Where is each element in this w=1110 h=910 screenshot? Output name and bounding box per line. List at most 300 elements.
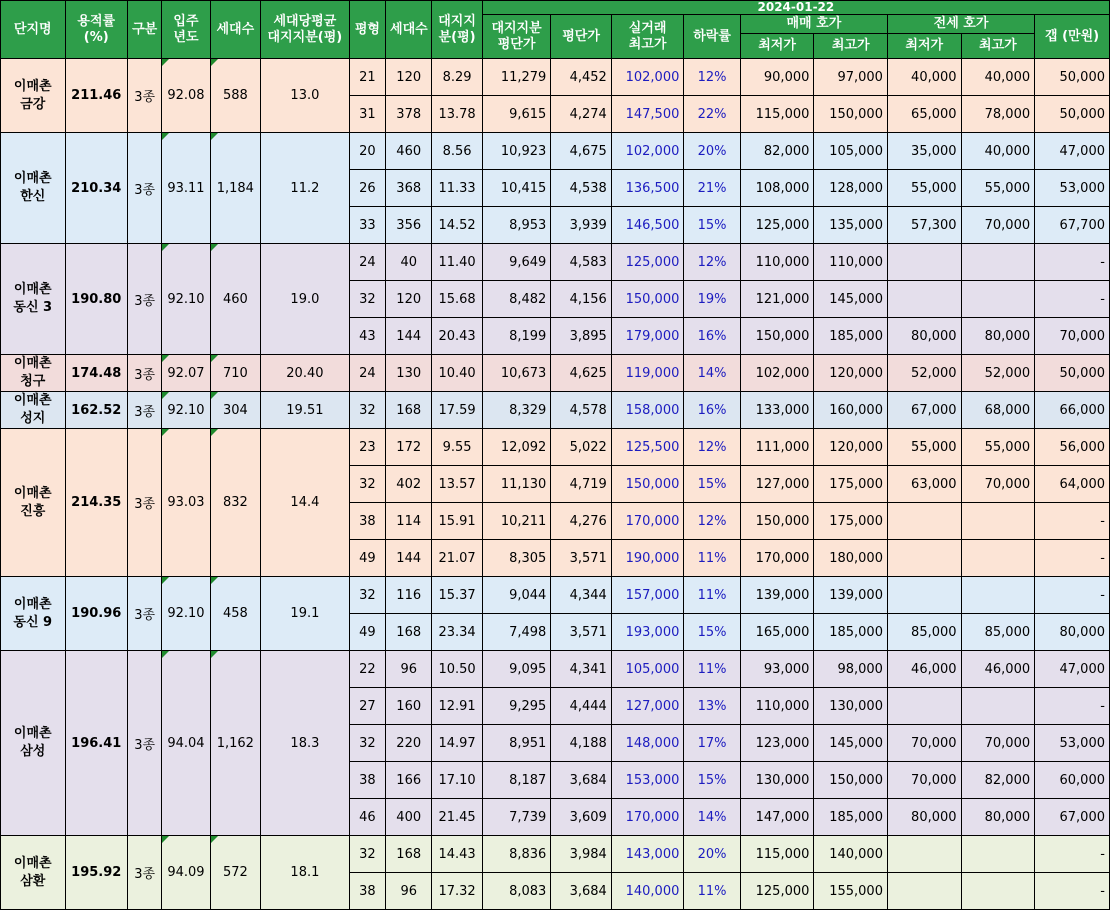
households: 460 (210, 244, 260, 355)
pyeong-price: 4,578 (551, 392, 611, 429)
sale-max-price: 160,000 (814, 392, 888, 429)
zone: 3종 (128, 392, 162, 429)
pyeong-price: 4,341 (551, 651, 611, 688)
max-deal-price: 140,000 (611, 873, 684, 910)
land-share-price: 12,092 (482, 429, 551, 466)
drop-rate: 12% (684, 503, 740, 540)
drop-rate: 14% (684, 355, 740, 392)
floor-area-ratio: 190.80 (65, 244, 128, 355)
complex-name: 이매촌 진흥 (1, 429, 66, 577)
zone: 3종 (128, 577, 162, 651)
drop-rate: 16% (684, 318, 740, 355)
jeonse-min-price: 70,000 (887, 725, 961, 762)
gap-amount: - (1035, 281, 1110, 318)
unit-type: 43 (349, 318, 385, 355)
pyeong-price: 4,188 (551, 725, 611, 762)
header-jeonse-asking: 전세 호가 (887, 15, 1034, 34)
pyeong-price: 3,939 (551, 207, 611, 244)
floor-area-ratio: 162.52 (65, 392, 128, 429)
header-max-deal-price: 실거래 최고가 (611, 15, 684, 59)
type-households: 378 (386, 96, 432, 133)
unit-type: 38 (349, 503, 385, 540)
floor-area-ratio: 214.35 (65, 429, 128, 577)
table-row (1, 836, 1110, 873)
unit-type: 20 (349, 133, 385, 170)
sale-max-price: 120,000 (814, 429, 888, 466)
land-share: 17.59 (432, 392, 482, 429)
complex-name: 이매촌 한신 (1, 133, 66, 244)
header-move-in-year: 입주 년도 (162, 1, 210, 59)
jeonse-max-price: 52,000 (961, 355, 1035, 392)
header-avg-land-share: 세대당평균 대지지분(평) (261, 1, 350, 59)
max-deal-price: 146,500 (611, 207, 684, 244)
land-share-price: 8,482 (482, 281, 551, 318)
drop-rate: 14% (684, 799, 740, 836)
sale-min-price: 139,000 (740, 577, 814, 614)
jeonse-min-price: 80,000 (887, 318, 961, 355)
jeonse-min-price (887, 836, 961, 873)
unit-type: 32 (349, 466, 385, 503)
gap-amount: 53,000 (1035, 170, 1110, 207)
households: 1,184 (210, 133, 260, 244)
land-share: 11.33 (432, 170, 482, 207)
sale-min-price: 165,000 (740, 614, 814, 651)
land-share: 23.34 (432, 614, 482, 651)
avg-land-share: 18.3 (261, 651, 350, 836)
land-share: 15.68 (432, 281, 482, 318)
avg-land-share: 19.1 (261, 577, 350, 651)
land-share: 14.43 (432, 836, 482, 873)
gap-amount: - (1035, 540, 1110, 577)
gap-amount: 53,000 (1035, 725, 1110, 762)
land-share-price: 10,415 (482, 170, 551, 207)
gap-amount: - (1035, 688, 1110, 725)
drop-rate: 12% (684, 59, 740, 96)
land-share: 11.40 (432, 244, 482, 281)
unit-type: 49 (349, 540, 385, 577)
gap-amount: 67,700 (1035, 207, 1110, 244)
drop-rate: 11% (684, 873, 740, 910)
jeonse-max-price: 80,000 (961, 799, 1035, 836)
header-sale-max: 최고가 (814, 34, 888, 59)
max-deal-price: 190,000 (611, 540, 684, 577)
jeonse-min-price: 46,000 (887, 651, 961, 688)
drop-rate: 15% (684, 466, 740, 503)
pyeong-price: 3,571 (551, 614, 611, 651)
max-deal-price: 102,000 (611, 59, 684, 96)
unit-type: 38 (349, 762, 385, 799)
jeonse-min-price (887, 873, 961, 910)
header-jeonse-max: 최고가 (961, 34, 1035, 59)
zone: 3종 (128, 429, 162, 577)
jeonse-min-price: 70,000 (887, 762, 961, 799)
move-in-year: 93.11 (162, 133, 210, 244)
max-deal-price: 136,500 (611, 170, 684, 207)
move-in-year: 92.10 (162, 244, 210, 355)
jeonse-min-price (887, 244, 961, 281)
header-zone: 구분 (128, 1, 162, 59)
header-type-households: 세대수 (386, 1, 432, 59)
sale-min-price: 150,000 (740, 503, 814, 540)
drop-rate: 12% (684, 244, 740, 281)
table-row (1, 429, 1110, 466)
jeonse-max-price (961, 836, 1035, 873)
drop-rate: 20% (684, 836, 740, 873)
avg-land-share: 20.40 (261, 355, 350, 392)
type-households: 368 (386, 170, 432, 207)
pyeong-price: 4,274 (551, 96, 611, 133)
land-share: 13.57 (432, 466, 482, 503)
type-households: 400 (386, 799, 432, 836)
max-deal-price: 170,000 (611, 503, 684, 540)
unit-type: 32 (349, 836, 385, 873)
move-in-year: 92.10 (162, 392, 210, 429)
type-households: 160 (386, 688, 432, 725)
unit-type: 22 (349, 651, 385, 688)
unit-type: 32 (349, 725, 385, 762)
jeonse-max-price: 80,000 (961, 318, 1035, 355)
land-share-price: 9,649 (482, 244, 551, 281)
jeonse-min-price: 35,000 (887, 133, 961, 170)
jeonse-max-price (961, 540, 1035, 577)
gap-amount: 50,000 (1035, 96, 1110, 133)
table-row (1, 651, 1110, 688)
sale-min-price: 93,000 (740, 651, 814, 688)
max-deal-price: 179,000 (611, 318, 684, 355)
complex-name: 이매촌 동신 9 (1, 577, 66, 651)
table-row (1, 355, 1110, 392)
sale-max-price: 105,000 (814, 133, 888, 170)
jeonse-min-price (887, 577, 961, 614)
jeonse-min-price: 63,000 (887, 466, 961, 503)
floor-area-ratio: 210.34 (65, 133, 128, 244)
sale-max-price: 155,000 (814, 873, 888, 910)
drop-rate: 12% (684, 429, 740, 466)
households: 710 (210, 355, 260, 392)
gap-amount: - (1035, 244, 1110, 281)
sale-max-price: 185,000 (814, 799, 888, 836)
max-deal-price: 102,000 (611, 133, 684, 170)
land-share: 8.29 (432, 59, 482, 96)
sale-max-price: 185,000 (814, 614, 888, 651)
pyeong-price: 3,684 (551, 762, 611, 799)
header-floor-area-ratio: 용적률 (%) (65, 1, 128, 59)
jeonse-max-price (961, 281, 1035, 318)
land-share-price: 10,673 (482, 355, 551, 392)
households: 1,162 (210, 651, 260, 836)
jeonse-max-price: 85,000 (961, 614, 1035, 651)
floor-area-ratio: 196.41 (65, 651, 128, 836)
land-share-price: 9,615 (482, 96, 551, 133)
type-households: 144 (386, 318, 432, 355)
max-deal-price: 193,000 (611, 614, 684, 651)
zone: 3종 (128, 355, 162, 392)
land-share: 14.97 (432, 725, 482, 762)
unit-type: 24 (349, 244, 385, 281)
complex-name: 이매촌 동신 3 (1, 244, 66, 355)
header-gap: 갭 (만원) (1035, 15, 1110, 59)
sale-min-price: 102,000 (740, 355, 814, 392)
sale-max-price: 135,000 (814, 207, 888, 244)
zone: 3종 (128, 133, 162, 244)
gap-amount: - (1035, 873, 1110, 910)
pyeong-price: 3,571 (551, 540, 611, 577)
type-households: 144 (386, 540, 432, 577)
land-share-price: 8,305 (482, 540, 551, 577)
drop-rate: 13% (684, 688, 740, 725)
complex-name: 이매촌 성지 (1, 392, 66, 429)
jeonse-min-price: 65,000 (887, 96, 961, 133)
sale-max-price: 139,000 (814, 577, 888, 614)
land-share-price: 10,211 (482, 503, 551, 540)
sale-max-price: 110,000 (814, 244, 888, 281)
unit-type: 46 (349, 799, 385, 836)
gap-amount: 80,000 (1035, 614, 1110, 651)
land-share: 20.43 (432, 318, 482, 355)
sale-max-price: 128,000 (814, 170, 888, 207)
sale-max-price: 130,000 (814, 688, 888, 725)
floor-area-ratio: 190.96 (65, 577, 128, 651)
floor-area-ratio: 174.48 (65, 355, 128, 392)
zone: 3종 (128, 244, 162, 355)
zone: 3종 (128, 651, 162, 836)
floor-area-ratio: 211.46 (65, 59, 128, 133)
zone: 3종 (128, 836, 162, 910)
header-land-share-price: 대지지분 평단가 (482, 15, 551, 59)
move-in-year: 92.10 (162, 577, 210, 651)
complex-name: 이매촌 금강 (1, 59, 66, 133)
gap-amount: 67,000 (1035, 799, 1110, 836)
land-share-price: 7,498 (482, 614, 551, 651)
land-share-price: 8,951 (482, 725, 551, 762)
jeonse-min-price (887, 281, 961, 318)
sale-max-price: 150,000 (814, 762, 888, 799)
pyeong-price: 4,675 (551, 133, 611, 170)
sale-min-price: 127,000 (740, 466, 814, 503)
type-households: 120 (386, 59, 432, 96)
type-households: 120 (386, 281, 432, 318)
households: 458 (210, 577, 260, 651)
header-sale-asking: 매매 호가 (740, 15, 887, 34)
sale-min-price: 125,000 (740, 873, 814, 910)
complex-name: 이매촌 삼성 (1, 651, 66, 836)
pyeong-price: 4,625 (551, 355, 611, 392)
zone: 3종 (128, 59, 162, 133)
pyeong-price: 4,719 (551, 466, 611, 503)
gap-amount: - (1035, 836, 1110, 873)
drop-rate: 15% (684, 207, 740, 244)
jeonse-max-price: 55,000 (961, 429, 1035, 466)
type-households: 114 (386, 503, 432, 540)
type-households: 172 (386, 429, 432, 466)
sale-max-price: 120,000 (814, 355, 888, 392)
land-share-price: 8,199 (482, 318, 551, 355)
header-date: 2024-01-22 (482, 1, 1109, 15)
sale-max-price: 175,000 (814, 503, 888, 540)
max-deal-price: 150,000 (611, 466, 684, 503)
sale-min-price: 82,000 (740, 133, 814, 170)
jeonse-max-price: 70,000 (961, 725, 1035, 762)
jeonse-min-price: 40,000 (887, 59, 961, 96)
land-share-price: 9,295 (482, 688, 551, 725)
drop-rate: 15% (684, 762, 740, 799)
jeonse-max-price (961, 503, 1035, 540)
land-share: 8.56 (432, 133, 482, 170)
avg-land-share: 13.0 (261, 59, 350, 133)
type-households: 116 (386, 577, 432, 614)
sale-max-price: 98,000 (814, 651, 888, 688)
sale-min-price: 115,000 (740, 96, 814, 133)
jeonse-min-price: 55,000 (887, 170, 961, 207)
jeonse-min-price: 67,000 (887, 392, 961, 429)
pyeong-price: 4,444 (551, 688, 611, 725)
land-share: 13.78 (432, 96, 482, 133)
type-households: 220 (386, 725, 432, 762)
land-share-price: 8,953 (482, 207, 551, 244)
unit-type: 24 (349, 355, 385, 392)
move-in-year: 92.07 (162, 355, 210, 392)
land-share: 14.52 (432, 207, 482, 244)
land-share-price: 11,279 (482, 59, 551, 96)
max-deal-price: 125,500 (611, 429, 684, 466)
sale-min-price: 125,000 (740, 207, 814, 244)
drop-rate: 16% (684, 392, 740, 429)
pyeong-price: 4,538 (551, 170, 611, 207)
land-share: 15.91 (432, 503, 482, 540)
jeonse-max-price (961, 244, 1035, 281)
households: 588 (210, 59, 260, 133)
jeonse-max-price: 46,000 (961, 651, 1035, 688)
gap-amount: - (1035, 503, 1110, 540)
land-share-price: 8,187 (482, 762, 551, 799)
unit-type: 32 (349, 577, 385, 614)
header-jeonse-min: 최저가 (887, 34, 961, 59)
type-households: 356 (386, 207, 432, 244)
unit-type: 33 (349, 207, 385, 244)
type-households: 402 (386, 466, 432, 503)
header-pyeong-price: 평단가 (551, 15, 611, 59)
move-in-year: 92.08 (162, 59, 210, 133)
table-row (1, 244, 1110, 281)
type-households: 96 (386, 873, 432, 910)
sale-max-price: 97,000 (814, 59, 888, 96)
sale-max-price: 145,000 (814, 281, 888, 318)
land-share: 12.91 (432, 688, 482, 725)
max-deal-price: 157,000 (611, 577, 684, 614)
jeonse-min-price: 52,000 (887, 355, 961, 392)
drop-rate: 22% (684, 96, 740, 133)
unit-type: 32 (349, 281, 385, 318)
jeonse-min-price: 85,000 (887, 614, 961, 651)
gap-amount: - (1035, 577, 1110, 614)
header-drop-rate: 하락률 (684, 15, 740, 59)
drop-rate: 11% (684, 651, 740, 688)
gap-amount: 50,000 (1035, 59, 1110, 96)
move-in-year: 93.03 (162, 429, 210, 577)
households: 832 (210, 429, 260, 577)
land-share-price: 8,329 (482, 392, 551, 429)
land-share: 10.40 (432, 355, 482, 392)
pyeong-price: 3,984 (551, 836, 611, 873)
jeonse-max-price: 70,000 (961, 466, 1035, 503)
max-deal-price: 105,000 (611, 651, 684, 688)
unit-type: 23 (349, 429, 385, 466)
unit-type: 49 (349, 614, 385, 651)
jeonse-max-price: 68,000 (961, 392, 1035, 429)
table-row (1, 392, 1110, 429)
land-share: 9.55 (432, 429, 482, 466)
gap-amount: 64,000 (1035, 466, 1110, 503)
avg-land-share: 18.1 (261, 836, 350, 910)
jeonse-max-price: 40,000 (961, 133, 1035, 170)
complex-name: 이매촌 청구 (1, 355, 66, 392)
jeonse-max-price (961, 577, 1035, 614)
type-households: 168 (386, 614, 432, 651)
drop-rate: 11% (684, 577, 740, 614)
gap-amount: 47,000 (1035, 651, 1110, 688)
sale-min-price: 133,000 (740, 392, 814, 429)
header-land-share: 대지지 분(평) (432, 1, 482, 59)
jeonse-min-price: 55,000 (887, 429, 961, 466)
unit-type: 38 (349, 873, 385, 910)
land-share: 21.45 (432, 799, 482, 836)
drop-rate: 17% (684, 725, 740, 762)
unit-type: 31 (349, 96, 385, 133)
sale-min-price: 110,000 (740, 244, 814, 281)
max-deal-price: 125,000 (611, 244, 684, 281)
max-deal-price: 158,000 (611, 392, 684, 429)
land-share-price: 9,095 (482, 651, 551, 688)
type-households: 40 (386, 244, 432, 281)
jeonse-max-price (961, 873, 1035, 910)
max-deal-price: 143,000 (611, 836, 684, 873)
land-share-price: 11,130 (482, 466, 551, 503)
land-share-price: 8,083 (482, 873, 551, 910)
sale-max-price: 185,000 (814, 318, 888, 355)
jeonse-max-price: 78,000 (961, 96, 1035, 133)
unit-type: 26 (349, 170, 385, 207)
pyeong-price: 4,344 (551, 577, 611, 614)
land-share: 15.37 (432, 577, 482, 614)
sale-min-price: 123,000 (740, 725, 814, 762)
jeonse-max-price (961, 688, 1035, 725)
sale-min-price: 90,000 (740, 59, 814, 96)
sale-min-price: 170,000 (740, 540, 814, 577)
header-unit-type: 평형 (349, 1, 385, 59)
table-row (1, 59, 1110, 96)
sale-min-price: 121,000 (740, 281, 814, 318)
jeonse-min-price (887, 503, 961, 540)
complex-name: 이매촌 삼환 (1, 836, 66, 910)
type-households: 166 (386, 762, 432, 799)
land-share: 17.32 (432, 873, 482, 910)
jeonse-max-price: 55,000 (961, 170, 1035, 207)
unit-type: 27 (349, 688, 385, 725)
jeonse-max-price: 40,000 (961, 59, 1035, 96)
header-sale-min: 최저가 (740, 34, 814, 59)
header-complex-name: 단지명 (1, 1, 66, 59)
pyeong-price: 4,583 (551, 244, 611, 281)
gap-amount: 70,000 (1035, 318, 1110, 355)
gap-amount: 50,000 (1035, 355, 1110, 392)
sale-min-price: 130,000 (740, 762, 814, 799)
drop-rate: 19% (684, 281, 740, 318)
max-deal-price: 119,000 (611, 355, 684, 392)
drop-rate: 15% (684, 614, 740, 651)
max-deal-price: 127,000 (611, 688, 684, 725)
sale-min-price: 115,000 (740, 836, 814, 873)
gap-amount: 60,000 (1035, 762, 1110, 799)
